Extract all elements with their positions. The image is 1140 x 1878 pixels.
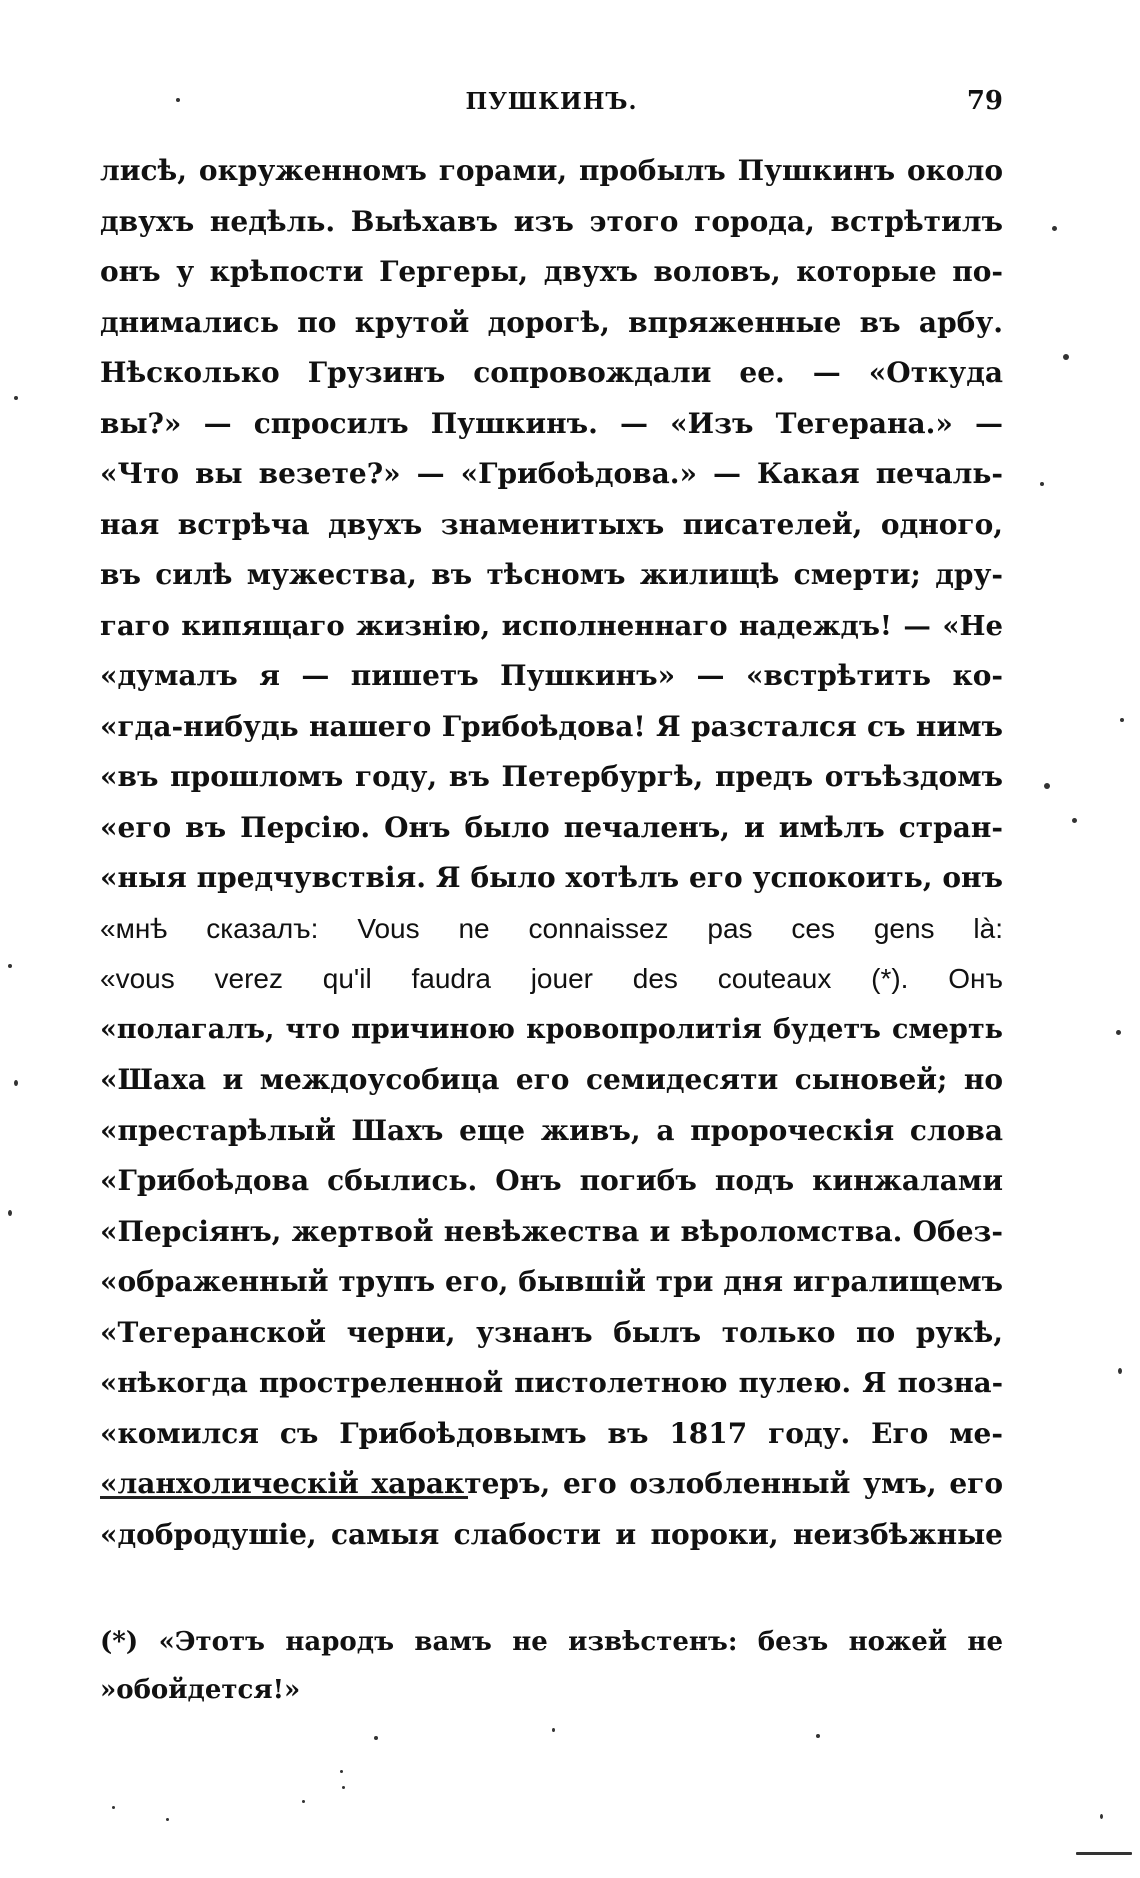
scan-speck: [1072, 818, 1077, 823]
text-line: «Тегеранской черни, узнанъ былъ только по рукѣ,: [100, 1315, 1003, 1349]
text-line: «Что вы везете?» — «Грибоѣдова.» — Какая печаль-: [100, 457, 1003, 490]
scan-speck: [374, 1736, 378, 1740]
scan-speck: [552, 1728, 555, 1732]
text-line: днимались по крутой дорогѣ, впряженные въ арбу.: [100, 305, 1003, 339]
running-head: [100, 82, 1003, 122]
scan-speck: [112, 1806, 115, 1809]
text-line: «гда-нибудь нашего Грибоѣдова! Я разстался съ нимъ: [100, 709, 1003, 743]
text-line: лисѣ, окруженномъ горами, пробылъ Пушкинъ около: [100, 154, 1003, 187]
footnote-divider: [100, 1496, 468, 1499]
text-line: «его въ Персію. Онъ было печаленъ, и имѣлъ стран-: [100, 810, 1003, 844]
text-line: онъ у крѣпости Гергеры, двухъ воловъ, которые по-: [100, 255, 1003, 288]
scan-speck: [1116, 1030, 1121, 1035]
text-line: «ныя предчувствія. Я было хотѣлъ его успокоить, онъ: [100, 861, 1003, 894]
scan-speck: [1052, 226, 1057, 231]
text-line: гаго кипящаго жизнію, исполненнаго надеждъ! — «Не: [100, 609, 1003, 642]
text-line: двухъ недѣль. Выѣхавъ изъ этого города, встрѣтилъ: [100, 204, 1003, 238]
scan-speck: [340, 1770, 343, 1773]
running-title: ПУШКИНЪ.: [465, 88, 638, 115]
text-line: «полагалъ, что причиною кровопролитія будетъ смерть: [100, 1013, 1003, 1045]
scan-speck: [8, 964, 12, 968]
text-line: «мнѣ сказалъ: Vous ne connaissez pas ces gens là:: [100, 912, 1003, 944]
scan-speck: [1044, 783, 1050, 789]
text-line: «въ прошломъ году, въ Петербургѣ, предъ отъѣздомъ: [100, 760, 1003, 793]
text-line: «комился съ Грибоѣдовымъ въ 1817 году. Его ме-: [100, 1416, 1003, 1450]
text-line: «думалъ я — пишетъ Пушкинъ» — «встрѣтить ко-: [100, 659, 1003, 692]
page-number: 79: [966, 86, 1003, 116]
footnote-line: (*) «Этотъ народъ вамъ не извѣстенъ: безъ ножей не: [100, 1627, 1003, 1657]
scan-speck: [14, 396, 18, 400]
scan-speck: [1100, 1814, 1103, 1819]
text-line: «ображенный трупъ его, бывшій три дня игралищемъ: [100, 1265, 1003, 1298]
text-line: «Персіянъ, жертвой невѣжества и вѣроломства. Обез-: [100, 1214, 1003, 1248]
scan-speck: [14, 1080, 18, 1086]
footnote: [100, 1618, 1003, 1714]
scan-speck: [816, 1734, 820, 1738]
text-line: «нѣкогда простреленной пистолетною пулею. Я позна-: [100, 1367, 1003, 1399]
footnote-line: »обойдется!»: [100, 1675, 301, 1705]
scan-speck: [1076, 1852, 1132, 1855]
text-line: «ланхолическій характеръ, его озлобленный умъ, его: [100, 1467, 1003, 1500]
text-line: Нѣсколько Грузинъ сопровождали ее. — «Откуда: [100, 356, 1003, 389]
scan-speck: [176, 98, 180, 102]
text-line: вы?» — спросилъ Пушкинъ. — «Изъ Тегерана.» —: [100, 406, 1003, 440]
text-line: «Шаха и междоусобица его семидесяти сыновей; но: [100, 1063, 1003, 1096]
text-line: «добродушіе, самыя слабости и пороки, неизбѣжные: [100, 1517, 1003, 1551]
scan-speck: [1040, 482, 1044, 486]
text-line: въ силѣ мужества, въ тѣсномъ жилищѣ смерти; дру-: [100, 558, 1003, 591]
scan-speck: [1118, 1368, 1122, 1374]
scan-speck: [1120, 718, 1124, 722]
scan-speck: [342, 1786, 345, 1789]
scan-speck: [8, 1210, 12, 1216]
scan-speck: [1063, 354, 1069, 360]
scan-speck: [166, 1818, 169, 1821]
body-text: [100, 146, 1003, 1560]
text-line: «vous verez qu'il faudra jouer des couteaux (*). Онъ: [100, 963, 1003, 994]
text-line: ная встрѣча двухъ знаменитыхъ писателей, одного,: [100, 507, 1003, 541]
text-line: «престарѣлый Шахъ еще живъ, а пророческія слова: [100, 1113, 1003, 1147]
text-line: «Грибоѣдова сбылись. Онъ погибъ подъ кинжалами: [100, 1164, 1003, 1197]
scan-speck: [302, 1800, 305, 1803]
